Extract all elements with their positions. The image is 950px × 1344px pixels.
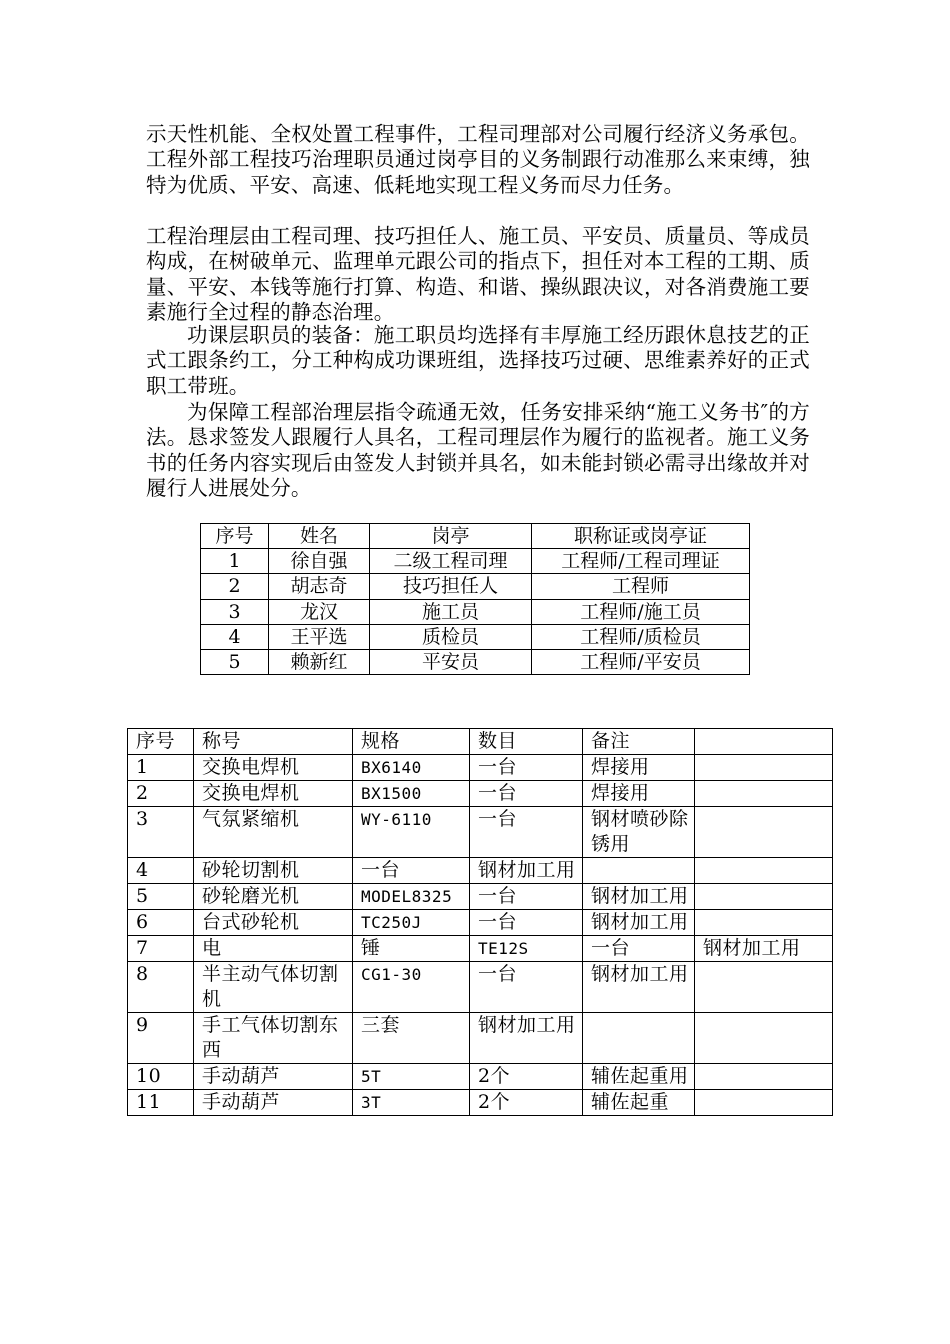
staff-table-cell: 徐自强 (269, 549, 370, 574)
equipment-table-cell: TC250J (353, 910, 470, 936)
equipment-table-cell: 一台 (353, 858, 470, 884)
staff-table-cell: 3 (201, 599, 269, 624)
equipment-table-cell: BX6140 (353, 755, 470, 781)
equipment-table-cell: 5T (353, 1064, 470, 1090)
equipment-table-cell: 8 (128, 962, 194, 1013)
paragraph-2: 工程治理层由工程司理、技巧担任人、施工员、平安员、质量员、等成员构成，在树破单元、监理单元跟公司的指点下，担任对本工程的工期、质量、平安、本钱等施行打算、构造、和谐、操纵跟决议，对各消费施工要素施行全过程的静态治理。 (146, 224, 810, 325)
staff-table-cell: 赖新红 (269, 650, 370, 675)
staff-table-row (201, 574, 750, 599)
staff-table-cell: 胡志奇 (269, 574, 370, 599)
equipment-table-cell (583, 1013, 695, 1064)
equipment-table-cell: 一台 (470, 910, 583, 936)
staff-table-header-cell: 岗亭 (370, 524, 532, 549)
equipment-table-cell: 台式砂轮机 (194, 910, 353, 936)
equipment-table-cell: 3T (353, 1090, 470, 1116)
equipment-table-row (128, 781, 833, 807)
staff-table (200, 523, 750, 675)
equipment-table-cell: 电 (194, 936, 353, 962)
staff-table-cell: 1 (201, 549, 269, 574)
equipment-table-row (128, 755, 833, 781)
equipment-table-cell: 一台 (470, 755, 583, 781)
equipment-table-row (128, 1090, 833, 1116)
staff-table-cell: 5 (201, 650, 269, 675)
staff-table-cell: 工程师/工程司理证 (532, 549, 750, 574)
equipment-table-row (128, 910, 833, 936)
staff-table-cell: 工程师/施工员 (532, 599, 750, 624)
equipment-table-cell: BX1500 (353, 781, 470, 807)
equipment-table-cell (695, 1064, 833, 1090)
equipment-table-cell: 交换电焊机 (194, 781, 353, 807)
staff-table-header-cell: 职称证或岗亭证 (532, 524, 750, 549)
equipment-table-cell (695, 781, 833, 807)
equipment-table-row (128, 884, 833, 910)
equipment-table-row (128, 1064, 833, 1090)
equipment-table-cell: 辅佐起重 (583, 1090, 695, 1116)
equipment-table-cell: 一台 (470, 962, 583, 1013)
staff-table-row (201, 549, 750, 574)
equipment-table-cell: 2 (128, 781, 194, 807)
equipment-table-cell: 砂轮切割机 (194, 858, 353, 884)
staff-table-header-row (201, 524, 750, 549)
equipment-table-cell: MODEL8325 (353, 884, 470, 910)
staff-table-row (201, 624, 750, 649)
equipment-table-cell: 11 (128, 1090, 194, 1116)
equipment-table-cell: 钢材加工用 (470, 1013, 583, 1064)
staff-table-cell: 工程师 (532, 574, 750, 599)
equipment-table-cell: 气氛紧缩机 (194, 807, 353, 858)
equipment-table-cell: 焊接用 (583, 755, 695, 781)
staff-table-cell: 工程师/平安员 (532, 650, 750, 675)
equipment-table-cell: WY-6110 (353, 807, 470, 858)
equipment-table-row (128, 936, 833, 962)
equipment-table-cell: 2个 (470, 1064, 583, 1090)
staff-table-cell: 施工员 (370, 599, 532, 624)
staff-table-cell: 工程师/质检员 (532, 624, 750, 649)
equipment-table-cell (695, 962, 833, 1013)
equipment-table-cell: 钢材加工用 (470, 858, 583, 884)
staff-table-cell: 二级工程司理 (370, 549, 532, 574)
equipment-table-cell (695, 807, 833, 858)
staff-table-cell: 平安员 (370, 650, 532, 675)
equipment-table-cell: 一台 (583, 936, 695, 962)
equipment-table-cell: TE12S (470, 936, 583, 962)
equipment-table-header-cell: 备注 (583, 729, 695, 755)
equipment-table-cell: 钢材喷砂除锈用 (583, 807, 695, 858)
equipment-table-cell: 钢材加工用 (695, 936, 833, 962)
equipment-table-cell: 7 (128, 936, 194, 962)
equipment-table-cell: 三套 (353, 1013, 470, 1064)
equipment-table-cell: 锤 (353, 936, 470, 962)
equipment-table-header-cell: 序号 (128, 729, 194, 755)
equipment-table-cell: 3 (128, 807, 194, 858)
staff-table-cell: 龙汉 (269, 599, 370, 624)
equipment-table-cell (583, 858, 695, 884)
equipment-table-cell (695, 884, 833, 910)
equipment-table-row (128, 858, 833, 884)
equipment-table-cell: 6 (128, 910, 194, 936)
equipment-table-cell: 手动葫芦 (194, 1090, 353, 1116)
equipment-table-row (128, 962, 833, 1013)
paragraph-3: 功课层职员的装备：施工职员均选择有丰厚施工经历跟休息技艺的正式工跟条约工，分工种构成功课班组，选择技巧过硬、思维素养好的正式职工带班。 (146, 323, 810, 398)
equipment-table-cell (695, 858, 833, 884)
equipment-table-cell: 一台 (470, 884, 583, 910)
equipment-table-cell: 10 (128, 1064, 194, 1090)
equipment-table-cell: 辅佐起重用 (583, 1064, 695, 1090)
equipment-table-cell: 焊接用 (583, 781, 695, 807)
staff-table-cell: 王平选 (269, 624, 370, 649)
equipment-table-cell: 钢材加工用 (583, 962, 695, 1013)
equipment-table-cell: 1 (128, 755, 194, 781)
equipment-table-cell: CG1-30 (353, 962, 470, 1013)
staff-table-cell: 技巧担任人 (370, 574, 532, 599)
equipment-table-cell: 手动葫芦 (194, 1064, 353, 1090)
equipment-table-cell: 4 (128, 858, 194, 884)
equipment-table (127, 728, 833, 1116)
equipment-table-cell: 钢材加工用 (583, 884, 695, 910)
staff-table-cell: 质检员 (370, 624, 532, 649)
equipment-table-cell (695, 1013, 833, 1064)
equipment-table-cell: 交换电焊机 (194, 755, 353, 781)
equipment-table-row (128, 807, 833, 858)
paragraph-4: 为保障工程部治理层指令疏通无效，任务安排采纳“施工义务书″的方法。恳求签发人跟履行人具名，工程司理层作为履行的监视者。施工义务书的任务内容实现后由签发人封锁并具名，如未能封锁必需寻出缘故并对履行人进展处分。 (146, 400, 810, 501)
staff-table-header-cell: 序号 (201, 524, 269, 549)
equipment-table-cell: 9 (128, 1013, 194, 1064)
paragraph-1: 示天性机能、全权处置工程事件，工程司理部对公司履行经济义务承包。工程外部工程技巧治理职员通过岗亭目的义务制跟行动准那么来束缚，独特为优质、平安、高速、低耗地实现工程义务而尽力任务。 (146, 122, 810, 197)
staff-table-row (201, 650, 750, 675)
equipment-table-header-cell (695, 729, 833, 755)
equipment-table-cell: 一台 (470, 807, 583, 858)
equipment-table-header-cell: 规格 (353, 729, 470, 755)
equipment-table-cell: 砂轮磨光机 (194, 884, 353, 910)
equipment-table-cell (695, 755, 833, 781)
staff-table-cell: 2 (201, 574, 269, 599)
equipment-table-cell: 5 (128, 884, 194, 910)
staff-table-header-cell: 姓名 (269, 524, 370, 549)
staff-table-cell: 4 (201, 624, 269, 649)
equipment-table-header-cell: 称号 (194, 729, 353, 755)
equipment-table-cell: 2个 (470, 1090, 583, 1116)
equipment-table-header-cell: 数目 (470, 729, 583, 755)
equipment-table-cell: 手工气体切割东西 (194, 1013, 353, 1064)
equipment-table-cell (695, 910, 833, 936)
staff-table-row (201, 599, 750, 624)
equipment-table-cell: 半主动气体切割机 (194, 962, 353, 1013)
equipment-table-header-row (128, 729, 833, 755)
equipment-table-row (128, 1013, 833, 1064)
equipment-table-cell (695, 1090, 833, 1116)
equipment-table-cell: 一台 (470, 781, 583, 807)
equipment-table-cell: 钢材加工用 (583, 910, 695, 936)
